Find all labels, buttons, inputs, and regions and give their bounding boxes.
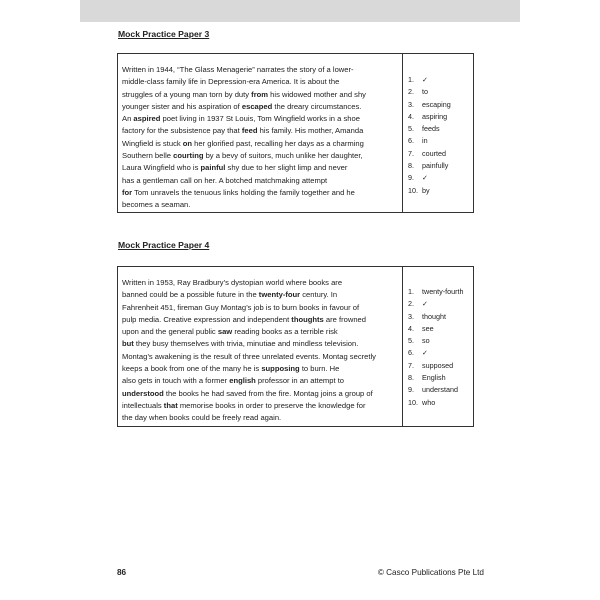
answer-item xyxy=(408,384,471,396)
error-word: twenty-four xyxy=(258,290,301,300)
answer-number: 6. xyxy=(408,348,414,358)
error-word: courting xyxy=(173,151,204,161)
answer-item xyxy=(408,74,471,86)
passage-text: pulp media. Creative expression and independent xyxy=(122,314,292,324)
passage-line xyxy=(122,363,398,375)
passage-line xyxy=(122,113,398,125)
answer-item xyxy=(408,323,471,335)
passage-line xyxy=(122,314,398,326)
answer-text: so xyxy=(422,336,430,346)
answer-item xyxy=(408,286,471,298)
passage-line xyxy=(122,175,398,187)
error-word: escaped xyxy=(241,101,273,111)
answer-item xyxy=(408,185,471,197)
error-word: on xyxy=(182,138,193,148)
answer-number: 10. xyxy=(408,397,418,407)
answer-text: painfully xyxy=(422,161,449,171)
answer-item xyxy=(408,311,471,323)
paper-4-title: Mock Practice Paper 4 xyxy=(118,240,210,250)
passage-text: shy due to her slight limp and never xyxy=(225,163,348,173)
passage-line xyxy=(122,76,398,88)
passage-text: Written in 1953, Ray Bradbury’s dystopian world where books are xyxy=(122,278,343,287)
passage-text: Montag’s awakening is the result of three unrelated events. Montag secretly xyxy=(122,351,376,361)
passage-text: also gets in touch with a former xyxy=(122,376,230,386)
passage-line xyxy=(122,388,398,400)
answer-item xyxy=(408,347,471,359)
error-word: thoughts xyxy=(291,314,324,324)
passage-line xyxy=(122,277,398,289)
answer-number: 9. xyxy=(408,385,414,395)
answer-number: 2. xyxy=(408,299,414,309)
answer-number: 5. xyxy=(408,124,414,134)
error-word: but xyxy=(122,339,134,349)
passage-text: Laura Wingfield who is xyxy=(122,163,201,173)
passage-text: upon and the general public xyxy=(122,327,218,337)
passage-text: Tom unravels the tenuous links holding the family together and he xyxy=(132,187,355,197)
passage-text: professor in an attempt to xyxy=(255,376,345,386)
answer-text: to xyxy=(422,87,428,97)
passage-line xyxy=(122,351,398,363)
paper-4-passage xyxy=(118,267,403,426)
passage-line xyxy=(122,162,398,174)
passage-text: Written in 1944, “The Glass Menagerie” narrates the story of a lower- xyxy=(122,65,354,74)
error-word: from xyxy=(251,89,269,99)
answer-number: 5. xyxy=(408,336,414,346)
page-number: 86 xyxy=(117,568,127,577)
passage-text: to burn. He xyxy=(299,364,340,374)
error-word: aspired xyxy=(133,114,161,124)
answer-item xyxy=(408,397,471,409)
passage-line xyxy=(122,302,398,314)
answer-number: 4. xyxy=(408,323,414,333)
answer-text: understand xyxy=(422,385,458,395)
answer-item xyxy=(408,148,471,160)
paper-3-box xyxy=(117,53,474,213)
error-word: supposing xyxy=(261,364,300,374)
error-word: painful xyxy=(200,163,226,173)
answer-text: in xyxy=(422,136,428,146)
passage-line xyxy=(122,375,398,387)
passage-text: the books he had saved from the fire. Montag joins a group of xyxy=(163,388,373,398)
passage-text: Fahrenheit 451, fireman Guy Montag’s job is to burn books in favour of xyxy=(122,302,360,312)
answer-text: ✓ xyxy=(422,173,429,183)
answer-item xyxy=(408,172,471,184)
passage-line xyxy=(122,64,398,76)
answer-text: ✓ xyxy=(422,348,429,358)
answer-item xyxy=(408,160,471,172)
passage-text: his widowed mother and shy xyxy=(268,89,366,99)
passage-text: the dreary circumstances. xyxy=(272,101,362,111)
passage-line xyxy=(122,89,398,101)
passage-text: An xyxy=(122,114,134,124)
error-word: that xyxy=(163,400,178,410)
passage-text: Southern belle xyxy=(122,151,174,161)
answer-text: ✓ xyxy=(422,299,429,309)
passage-line xyxy=(122,289,398,301)
answer-number: 9. xyxy=(408,173,414,183)
passage-text: her glorified past, recalling her days as a charming xyxy=(192,138,364,148)
passage-text: the day when books could be freely read again. xyxy=(122,413,282,423)
answer-number: 3. xyxy=(408,99,414,109)
passage-text: struggles of a young man torn by duty xyxy=(122,89,252,99)
passage-line xyxy=(122,400,398,412)
passage-text: becomes a seaman. xyxy=(122,200,191,210)
passage-line xyxy=(122,125,398,137)
answer-item xyxy=(408,335,471,347)
paper-4-answers xyxy=(408,286,471,409)
answer-number: 10. xyxy=(408,185,418,195)
answer-text: see xyxy=(422,323,434,333)
answer-text: supposed xyxy=(422,360,454,370)
passage-text: keeps a book from one of the many he is xyxy=(122,364,262,374)
passage-text: factory for the subsistence pay that xyxy=(122,126,242,136)
passage-text: they busy themselves with trivia, minutiae and mindless television. xyxy=(133,339,359,349)
passage-text: his family. His mother, Amanda xyxy=(257,126,364,136)
answer-number: 2. xyxy=(408,87,414,97)
answer-item xyxy=(408,99,471,111)
passage-line xyxy=(122,150,398,162)
passage-line xyxy=(122,199,398,211)
answer-text: by xyxy=(422,185,430,195)
passage-text: intellectuals xyxy=(122,400,164,410)
answer-item xyxy=(408,372,471,384)
passage-line xyxy=(122,187,398,199)
error-word: feed xyxy=(241,126,258,136)
passage-text: younger sister and his aspiration of xyxy=(122,101,242,111)
answer-number: 7. xyxy=(408,148,414,158)
passage-text: memorise books in order to preserve the knowledge for xyxy=(177,400,366,410)
answer-text: twenty-fourth xyxy=(422,287,464,296)
paper-3-title: Mock Practice Paper 3 xyxy=(118,29,210,39)
passage-text: banned could be a possible future in the xyxy=(122,290,259,300)
answer-text: ✓ xyxy=(422,75,429,84)
passage-line xyxy=(122,338,398,350)
passage-line xyxy=(122,101,398,113)
passage-text: by a bevy of suitors, much unlike her daughter, xyxy=(203,151,363,161)
passage-text: century. In xyxy=(300,290,338,300)
paper-3-passage xyxy=(118,54,403,212)
passage-line xyxy=(122,138,398,150)
passage-line xyxy=(122,326,398,338)
answer-item xyxy=(408,86,471,98)
answer-text: escaping xyxy=(422,99,451,109)
passage-line xyxy=(122,412,398,424)
passage-text: has a gentleman call on her. A botched matchmaking attempt xyxy=(122,175,328,185)
answer-item xyxy=(408,298,471,310)
passage-text: poet living in 1937 St Louis, Tom Wingfield works in a shoe xyxy=(160,114,360,124)
paper-4-box xyxy=(117,266,474,427)
answer-text: English xyxy=(422,373,446,383)
answer-text: aspiring xyxy=(422,111,448,121)
passage-text: Wingfield is stuck xyxy=(122,138,183,148)
answer-item xyxy=(408,360,471,372)
passage-text: are frowned xyxy=(323,314,366,324)
paper-3-answers xyxy=(408,74,471,197)
passage-text: middle-class family life in Depression-era America. It is about the xyxy=(122,77,340,87)
answer-number: 6. xyxy=(408,136,414,146)
answer-item xyxy=(408,123,471,135)
passage-text: reading books as a terrible risk xyxy=(232,327,338,337)
answer-number: 1. xyxy=(408,287,414,296)
answer-number: 7. xyxy=(408,360,414,370)
top-header-bar xyxy=(80,0,520,22)
answer-text: courted xyxy=(422,148,446,158)
answer-text: who xyxy=(422,397,436,407)
answer-text: thought xyxy=(422,311,446,321)
error-word: saw xyxy=(217,327,233,337)
error-word: understood xyxy=(122,388,164,398)
answer-number: 1. xyxy=(408,75,414,84)
answer-item xyxy=(408,135,471,147)
answer-number: 3. xyxy=(408,311,414,321)
answer-text: feeds xyxy=(422,124,440,134)
answer-number: 8. xyxy=(408,161,414,171)
answer-number: 4. xyxy=(408,111,414,121)
answer-item xyxy=(408,111,471,123)
answer-number: 8. xyxy=(408,373,414,383)
error-word: english xyxy=(229,376,256,386)
error-word: for xyxy=(122,187,133,197)
publisher-credit: © Casco Publications Pte Ltd xyxy=(377,568,484,577)
